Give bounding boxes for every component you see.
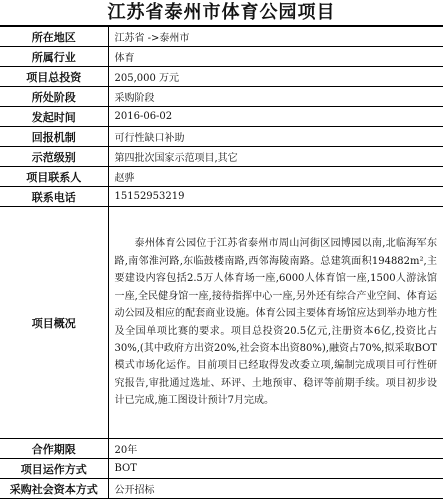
row-stage <box>0 87 443 107</box>
operation-mode-value: BOT <box>108 459 443 479</box>
return-mechanism-label: 回报机制 <box>0 127 108 147</box>
industry-value: 体育 <box>108 47 443 67</box>
row-overview <box>0 207 443 439</box>
project-info-table <box>0 26 443 499</box>
row-cooperation-period <box>0 439 443 459</box>
contact-phone-label: 联系电话 <box>0 187 108 207</box>
demo-level-value: 第四批次国家示范项目,其它 <box>108 147 443 167</box>
contact-person-value: 赵骅 <box>108 167 443 187</box>
stage-value: 采购阶段 <box>108 87 443 107</box>
overview-label: 项目概况 <box>0 207 108 439</box>
location-label: 所在地区 <box>0 27 108 47</box>
row-contact-person <box>0 167 443 187</box>
row-contact-phone <box>0 187 443 207</box>
row-demo-level <box>0 147 443 167</box>
row-total-investment <box>0 67 443 87</box>
row-industry <box>0 47 443 67</box>
page-title: 江苏省泰州市体育公园项目 <box>0 0 443 26</box>
overview-text: 泰州体育公园位于江苏省泰州市周山河街区园博园以南,北临海军东路,南邻淮河路,东临鼓楼南路,西邻海陵南路。总建筑面积194882m²,主要建设内容包括2.5万人体育场一座,6000人体育馆一座,1500人游泳馆一座,全民健身馆一座,接待指挥中心一座,另外还有综合产业空间、体育运动公园及相应的配套商业设施。体育公园主要体育场馆应达到举办地方性及全国单项比赛的要求。项目总投资20.5亿元,注册资本6亿,投资比占30%,(其中政府方出资20%,社会资本出资80%),融资占70%,拟采取BOT模式市场化运作。目前项目已经取得发改委立项,编制完成项目可行性研究报告,审批通过选址、环评、土地预审、稳评等前期手续。项目初步设计已完成,施工图设计预计7月完成。 <box>108 207 443 439</box>
row-return-mechanism <box>0 127 443 147</box>
operation-mode-label: 项目运作方式 <box>0 459 108 479</box>
start-date-value: 2016-06-02 <box>108 107 443 127</box>
contact-phone-value: 15152953219 <box>108 187 443 207</box>
cooperation-period-value: 20年 <box>108 439 443 459</box>
demo-level-label: 示范级别 <box>0 147 108 167</box>
row-operation-mode <box>0 459 443 479</box>
stage-label: 所处阶段 <box>0 87 108 107</box>
location-value: 江苏省 ->泰州市 <box>108 27 443 47</box>
row-start-date <box>0 107 443 127</box>
cooperation-period-label: 合作期限 <box>0 439 108 459</box>
procurement-method-label: 采购社会资本方式 <box>0 479 108 499</box>
row-location <box>0 27 443 47</box>
row-procurement-method <box>0 479 443 499</box>
return-mechanism-value: 可行性缺口补助 <box>108 127 443 147</box>
procurement-method-value: 公开招标 <box>108 479 443 499</box>
industry-label: 所属行业 <box>0 47 108 67</box>
contact-person-label: 项目联系人 <box>0 167 108 187</box>
start-date-label: 发起时间 <box>0 107 108 127</box>
total-investment-label: 项目总投资 <box>0 67 108 87</box>
total-investment-value: 205,000 万元 <box>108 67 443 87</box>
